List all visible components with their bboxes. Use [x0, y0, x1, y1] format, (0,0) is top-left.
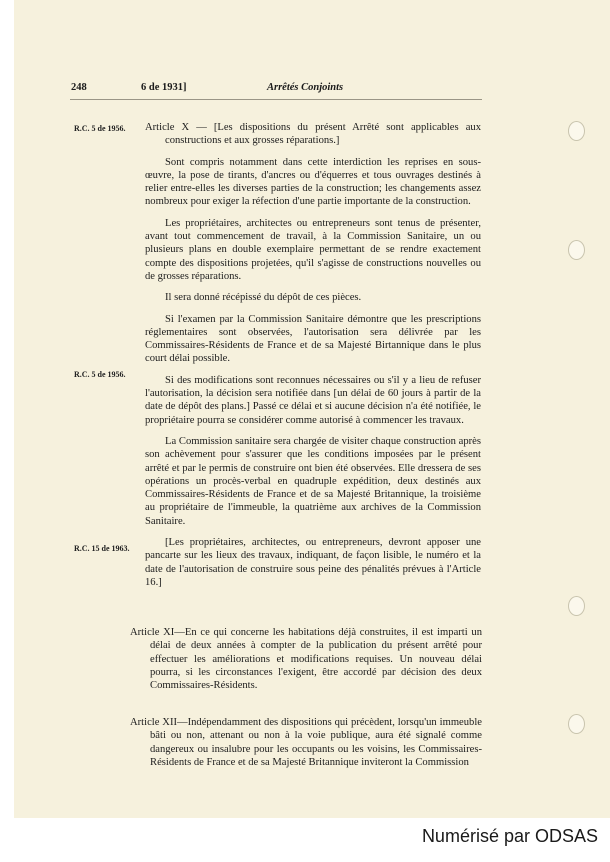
binder-hole [568, 714, 585, 734]
paragraph: Les propriétaires, architectes ou entrepreneurs sont tenus de présenter, avant tout commencement de travail, à la Commission Sanitaire, un ou plusieurs plans en double exemplaire permettant de se rendre exactement compte des dispositions projetées, qu'il s'agisse de constructions nouvelles ou de grosses réparations. [145, 217, 481, 282]
article-11 [130, 626, 482, 692]
article-11-text: Article XI—En ce qui concerne les habitations déjà construites, il est imparti un délai de deux années à compter de la publication du présent arrêté pour effectuer les améliorations et modifications requises. Un nouveau délai pourra, si les circonstances l'exigent, être accordé par décision des deux Commissaires-Résidents. [130, 627, 482, 692]
margin-note: R.C. 15 de 1963. [74, 544, 130, 553]
paragraph: Si l'examen par la Commission Sanitaire démontre que les prescriptions réglementaires sont observées, l'autorisation sera délivrée par les Commissaires-Résidents de France et de sa Majesté Birtannique dans le plus court délai possible. [145, 313, 481, 365]
header-title: Arrêtés Conjoints [267, 82, 344, 93]
article-10-body [145, 121, 481, 597]
header-rule [70, 99, 482, 100]
article-10-heading: Article X — [Les dispositions du présent Arrêté sont applicables aux constructions et aux grosses réparations.] [145, 122, 481, 147]
article-12 [130, 716, 482, 769]
paragraph: Sont compris notamment dans cette interdiction les reprises en sous-œuvre, la pose de tirants, d'ancres ou d'équerres et tous ouvrages destinés à relier entre-elles les diverses parties de la construction; les changements assez nombreux pour exiger la réfection d'une partie importante de la construction. [145, 156, 481, 208]
paragraph: La Commission sanitaire sera chargée de visiter chaque construction après son achèvement pour s'assurer que les conditions imposées par le présent arrêté et par le permis de construire ont bien été observées. Elle dressera de ses opérations un procès-verbal en quadruple expédition, deux destinés aux Commissaires-Résidents de France et de sa Majesté Britannique, la troisième au propriétaire de l'immeuble, la quatrième aux archives de la Commission Sanitaire. [145, 435, 481, 527]
digitization-credit: Numérisé par ODSAS [421, 826, 598, 846]
article-12-text: Article XII—Indépendamment des dispositions qui précèdent, lorsqu'un immeuble bâti ou non, attenant ou non à la voie publique, aura été signalé comme dangereux ou insalubre pour les occupants ou les voisins, les Commissaires-Résidents de France et de sa Majesté Britannique inviteront la Commission [130, 717, 482, 768]
margin-note: R.C. 5 de 1956. [74, 124, 126, 133]
binder-hole [568, 121, 585, 141]
page-number: 248 [71, 82, 87, 93]
paragraph: Il sera donné récépissé du dépôt de ces pièces. [165, 292, 362, 304]
margin-note: R.C. 5 de 1956. [74, 370, 126, 379]
binder-hole [568, 596, 585, 616]
header-date: 6 de 1931] [141, 82, 187, 93]
paragraph: [Les propriétaires, architectes, ou entrepreneurs, devront apposer une pancarte sur les lieux des travaux, indiquant, de façon lisible, le numéro et la date de l'autorisation de construire sous peine des pénalités prévues à l'Article 16.] [145, 537, 481, 588]
binder-hole [568, 240, 585, 260]
paragraph: Si des modifications sont reconnues nécessaires ou s'il y a lieu de refuser l'autorisation, la décision sera notifiée dans [un délai de 60 jours à partir de la date de dépôt des plans.] Passé ce délai et si aucune décision n'a été notifiée, le propriétaire pourra se considérer comme autorisé à commencer les travaux. [145, 374, 481, 426]
